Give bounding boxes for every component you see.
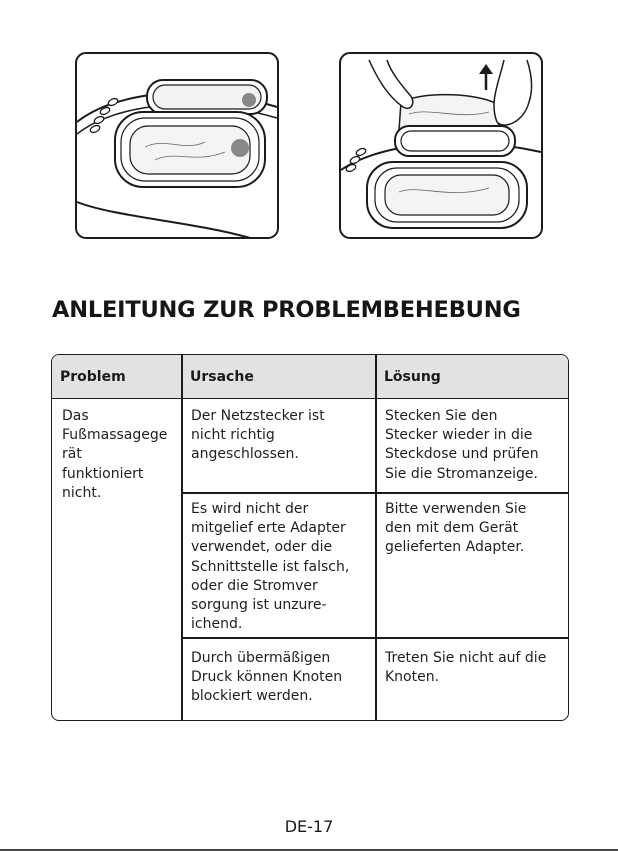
cause-line: Es wird nicht der bbox=[191, 501, 309, 517]
problem-line: funktioniert bbox=[62, 465, 144, 482]
problem-line: nicht. bbox=[62, 484, 102, 501]
solution-cell bbox=[377, 500, 567, 558]
troubleshooting-table bbox=[51, 354, 569, 721]
solution-line: Steckdose und prüfen bbox=[385, 446, 539, 463]
problem-line: Fußmassagege bbox=[62, 427, 168, 444]
cause-line: angeschlossen. bbox=[191, 446, 299, 463]
problem-line: Das bbox=[62, 408, 89, 424]
cause-line: Der Netzstecker ist bbox=[191, 408, 325, 424]
page-number: DE-17 bbox=[284, 817, 334, 836]
solution-line: Knoten. bbox=[385, 669, 440, 686]
solution-line: Sie die Stromanzeige. bbox=[385, 465, 538, 482]
cause-line: nicht richtig bbox=[191, 427, 275, 444]
solution-line: den mit dem Gerät bbox=[385, 520, 519, 537]
cause-line: oder die Stromver bbox=[191, 577, 318, 594]
solution-line: Stecken Sie den bbox=[385, 408, 498, 424]
page-title: ANLEITUNG ZUR PROBLEMBEHEBUNG bbox=[52, 297, 521, 323]
solution-cell bbox=[377, 649, 567, 687]
header-solution: Lösung bbox=[384, 369, 441, 385]
cause-line: Durch übermäßigen bbox=[191, 650, 331, 666]
solution-line: Bitte verwenden Sie bbox=[385, 501, 527, 517]
solution-line: Treten Sie nicht auf die bbox=[385, 650, 547, 666]
cause-line: Schnittstelle ist falsch, bbox=[191, 558, 350, 575]
cause-line: verwendet, oder die bbox=[191, 539, 333, 556]
cause-line: sorgung ist unzure- bbox=[191, 597, 327, 614]
illustration-cover-removal bbox=[339, 52, 543, 239]
header-problem: Problem bbox=[60, 369, 126, 385]
cause-line: ichend. bbox=[191, 616, 243, 633]
illustration-covers-installed bbox=[75, 52, 279, 239]
cause-cell bbox=[183, 649, 375, 707]
cause-cell bbox=[183, 500, 375, 634]
problem-cell bbox=[54, 407, 180, 503]
cause-line: mitgelief erte Adapter bbox=[191, 520, 346, 537]
problem-line: rät bbox=[62, 446, 82, 463]
solution-line: gelieferten Adapter. bbox=[385, 539, 525, 556]
table-header bbox=[52, 355, 568, 399]
cause-line: Druck können Knoten bbox=[191, 669, 343, 686]
solution-line: Stecker wieder in die bbox=[385, 427, 533, 444]
header-cause: Ursache bbox=[190, 369, 254, 385]
cause-line: blockiert werden. bbox=[191, 688, 313, 705]
solution-cell bbox=[377, 407, 567, 484]
cause-cell bbox=[183, 407, 375, 465]
